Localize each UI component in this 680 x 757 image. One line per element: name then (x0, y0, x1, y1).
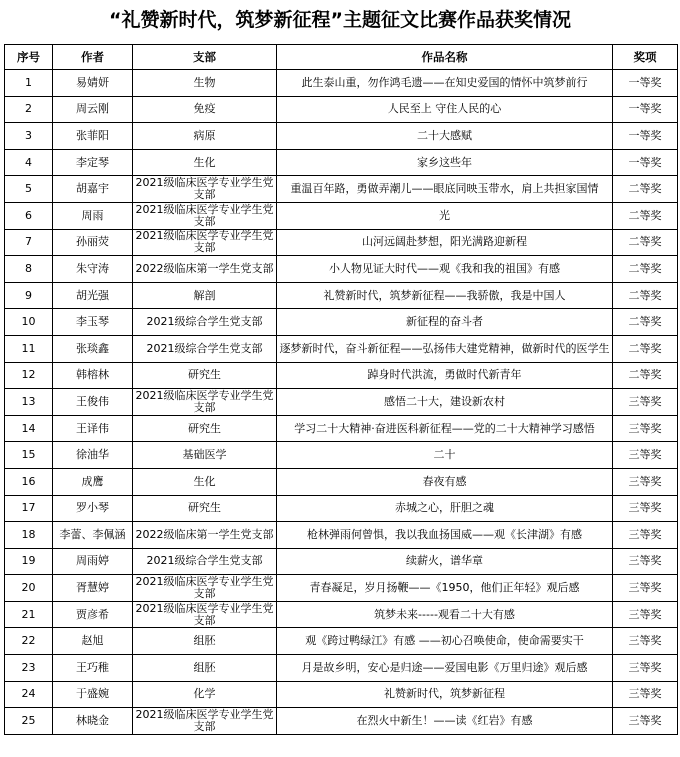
branch-cell: 2021级临床医学专业学生党支部 (133, 708, 277, 735)
award-cell: 三等奖 (613, 495, 678, 522)
branch-cell: 生化 (133, 149, 277, 176)
award-cell: 一等奖 (613, 70, 678, 97)
award-cell: 二等奖 (613, 309, 678, 336)
work-title-cell: 青春凝足，岁月扬鞭——《1950，他们正年轻》观后感 (277, 575, 613, 602)
row-number: 13 (5, 389, 53, 416)
work-title-cell: 续薪火，谱华章 (277, 548, 613, 575)
work-title-cell: 学习二十大精神·奋进医科新征程——党的二十大精神学习感悟 (277, 415, 613, 442)
branch-cell: 2021级临床医学专业学生党支部 (133, 202, 277, 229)
branch-cell: 2021级临床医学专业学生党支部 (133, 601, 277, 628)
branch-cell: 2022级临床第一学生党支部 (133, 256, 277, 283)
award-cell: 二等奖 (613, 335, 678, 362)
branch-cell: 生化 (133, 468, 277, 495)
award-cell: 一等奖 (613, 123, 678, 150)
work-title-cell: 新征程的奋斗者 (277, 309, 613, 336)
author-cell: 朱守涛 (53, 256, 133, 283)
branch-cell: 2021级临床医学专业学生党支部 (133, 575, 277, 602)
work-title-cell: 山河远阔赴梦想，阳光满路迎新程 (277, 229, 613, 256)
work-title-cell: 踔身时代洪流，勇做时代新青年 (277, 362, 613, 389)
branch-cell: 组胚 (133, 628, 277, 655)
branch-cell: 研究生 (133, 415, 277, 442)
row-number: 23 (5, 655, 53, 682)
row-number: 2 (5, 96, 53, 123)
award-cell: 三等奖 (613, 522, 678, 549)
table-row (5, 548, 678, 575)
work-title-cell: 赤城之心，肝胆之魂 (277, 495, 613, 522)
table-row (5, 522, 678, 549)
row-number: 1 (5, 70, 53, 97)
award-cell: 三等奖 (613, 548, 678, 575)
author-cell: 周雨婷 (53, 548, 133, 575)
author-cell: 王译伟 (53, 415, 133, 442)
table-body (5, 70, 678, 735)
author-cell: 胡光强 (53, 282, 133, 309)
column-header-award: 奖项 (613, 45, 678, 70)
row-number: 8 (5, 256, 53, 283)
author-cell: 徐油华 (53, 442, 133, 469)
table-row (5, 415, 678, 442)
award-cell: 二等奖 (613, 282, 678, 309)
author-cell: 王俊伟 (53, 389, 133, 416)
table-row (5, 601, 678, 628)
work-title-cell: 家乡这些年 (277, 149, 613, 176)
row-number: 22 (5, 628, 53, 655)
award-cell: 二等奖 (613, 362, 678, 389)
table-header-row (5, 45, 678, 70)
row-number: 19 (5, 548, 53, 575)
table-row (5, 335, 678, 362)
author-cell: 易婧妍 (53, 70, 133, 97)
table-row (5, 202, 678, 229)
page-title: “礼赞新时代，筑梦新征程”主题征文比赛作品获奖情况 (109, 9, 571, 31)
work-title-cell: 春夜有感 (277, 468, 613, 495)
branch-cell: 免疫 (133, 96, 277, 123)
column-header-number: 序号 (5, 45, 53, 70)
award-cell: 三等奖 (613, 389, 678, 416)
author-cell: 赵旭 (53, 628, 133, 655)
row-number: 24 (5, 681, 53, 708)
award-cell: 一等奖 (613, 149, 678, 176)
table-row (5, 123, 678, 150)
branch-cell: 研究生 (133, 362, 277, 389)
row-number: 4 (5, 149, 53, 176)
branch-cell: 化学 (133, 681, 277, 708)
row-number: 11 (5, 335, 53, 362)
branch-cell: 病原 (133, 123, 277, 150)
table-row (5, 176, 678, 203)
author-cell: 林晓金 (53, 708, 133, 735)
award-cell: 三等奖 (613, 708, 678, 735)
row-number: 3 (5, 123, 53, 150)
row-number: 6 (5, 202, 53, 229)
work-title-cell: 筑梦未来-----观看二十大有感 (277, 601, 613, 628)
work-title-cell: 二十 (277, 442, 613, 469)
branch-cell: 组胚 (133, 655, 277, 682)
work-title-cell: 枪林弹雨何曾惧，我以我血扬国威——观《长津湖》有感 (277, 522, 613, 549)
award-cell: 三等奖 (613, 442, 678, 469)
column-header-author: 作者 (53, 45, 133, 70)
table-row (5, 256, 678, 283)
table-row (5, 681, 678, 708)
award-cell: 二等奖 (613, 256, 678, 283)
author-cell: 罗小琴 (53, 495, 133, 522)
row-number: 7 (5, 229, 53, 256)
branch-cell: 2021级临床医学专业学生党支部 (133, 389, 277, 416)
branch-cell: 2021级临床医学专业学生党支部 (133, 229, 277, 256)
row-number: 18 (5, 522, 53, 549)
row-number: 16 (5, 468, 53, 495)
work-title-cell: 在烈火中新生！——读《红岩》有感 (277, 708, 613, 735)
row-number: 25 (5, 708, 53, 735)
work-title-cell: 人民至上 守住人民的心 (277, 96, 613, 123)
award-cell: 三等奖 (613, 468, 678, 495)
table-row (5, 362, 678, 389)
author-cell: 李玉琴 (53, 309, 133, 336)
award-cell: 三等奖 (613, 415, 678, 442)
branch-cell: 研究生 (133, 495, 277, 522)
row-number: 17 (5, 495, 53, 522)
author-cell: 王巧稚 (53, 655, 133, 682)
award-cell: 三等奖 (613, 575, 678, 602)
branch-cell: 解剖 (133, 282, 277, 309)
author-cell: 李定琴 (53, 149, 133, 176)
work-title-cell: 重温百年路，勇做弄潮儿——眼底同映玉带水，肩上共担家国情 (277, 176, 613, 203)
author-cell: 胡嘉宇 (53, 176, 133, 203)
author-cell: 胥慧婷 (53, 575, 133, 602)
branch-cell: 2021级临床医学专业学生党支部 (133, 176, 277, 203)
author-cell: 张琰鑫 (53, 335, 133, 362)
branch-cell: 2021级综合学生党支部 (133, 335, 277, 362)
table-row (5, 149, 678, 176)
table-row (5, 70, 678, 97)
award-cell: 三等奖 (613, 601, 678, 628)
author-cell: 成鹰 (53, 468, 133, 495)
work-title-cell: 感悟二十大，建设新农村 (277, 389, 613, 416)
table-row (5, 309, 678, 336)
award-cell: 二等奖 (613, 176, 678, 203)
row-number: 10 (5, 309, 53, 336)
column-header-branch: 支部 (133, 45, 277, 70)
branch-cell: 2022级临床第一学生党支部 (133, 522, 277, 549)
column-header-work-title: 作品名称 (277, 45, 613, 70)
awards-table (4, 44, 678, 735)
work-title-cell: 小人物见证大时代——观《我和我的祖国》有感 (277, 256, 613, 283)
award-cell: 三等奖 (613, 628, 678, 655)
author-cell: 周雨 (53, 202, 133, 229)
branch-cell: 基础医学 (133, 442, 277, 469)
award-cell: 二等奖 (613, 202, 678, 229)
row-number: 21 (5, 601, 53, 628)
author-cell: 周云刚 (53, 96, 133, 123)
author-cell: 韩榕林 (53, 362, 133, 389)
author-cell: 贾彦希 (53, 601, 133, 628)
author-cell: 李蕾、李佩涵 (53, 522, 133, 549)
table-row (5, 442, 678, 469)
row-number: 9 (5, 282, 53, 309)
table-row (5, 628, 678, 655)
work-title-cell: 观《跨过鸭绿江》有感 ——初心召唤使命，使命需要实干 (277, 628, 613, 655)
table-row (5, 229, 678, 256)
work-title-cell: 礼赞新时代，筑梦新征程 (277, 681, 613, 708)
table-row (5, 389, 678, 416)
work-title-cell: 光 (277, 202, 613, 229)
row-number: 15 (5, 442, 53, 469)
table-row (5, 708, 678, 735)
work-title-cell: 此生泰山重，勿作鸿毛遗——在知史爱国的情怀中筑梦前行 (277, 70, 613, 97)
table-row (5, 468, 678, 495)
work-title-cell: 逐梦新时代，奋斗新征程——弘扬伟大建党精神，做新时代的医学生 (277, 335, 613, 362)
table-row (5, 655, 678, 682)
branch-cell: 2021级综合学生党支部 (133, 309, 277, 336)
table-row (5, 575, 678, 602)
author-cell: 于盛婉 (53, 681, 133, 708)
award-cell: 三等奖 (613, 655, 678, 682)
work-title-cell: 二十大感赋 (277, 123, 613, 150)
row-number: 12 (5, 362, 53, 389)
author-cell: 张菲阳 (53, 123, 133, 150)
table-row (5, 282, 678, 309)
row-number: 14 (5, 415, 53, 442)
branch-cell: 生物 (133, 70, 277, 97)
work-title-cell: 礼赞新时代，筑梦新征程——我骄傲，我是中国人 (277, 282, 613, 309)
table-row (5, 96, 678, 123)
award-cell: 一等奖 (613, 96, 678, 123)
table-row (5, 495, 678, 522)
author-cell: 孙丽荧 (53, 229, 133, 256)
award-cell: 二等奖 (613, 229, 678, 256)
row-number: 20 (5, 575, 53, 602)
row-number: 5 (5, 176, 53, 203)
branch-cell: 2021级综合学生党支部 (133, 548, 277, 575)
award-cell: 三等奖 (613, 681, 678, 708)
work-title-cell: 月是故乡明，安心是归途——爱国电影《万里归途》观后感 (277, 655, 613, 682)
